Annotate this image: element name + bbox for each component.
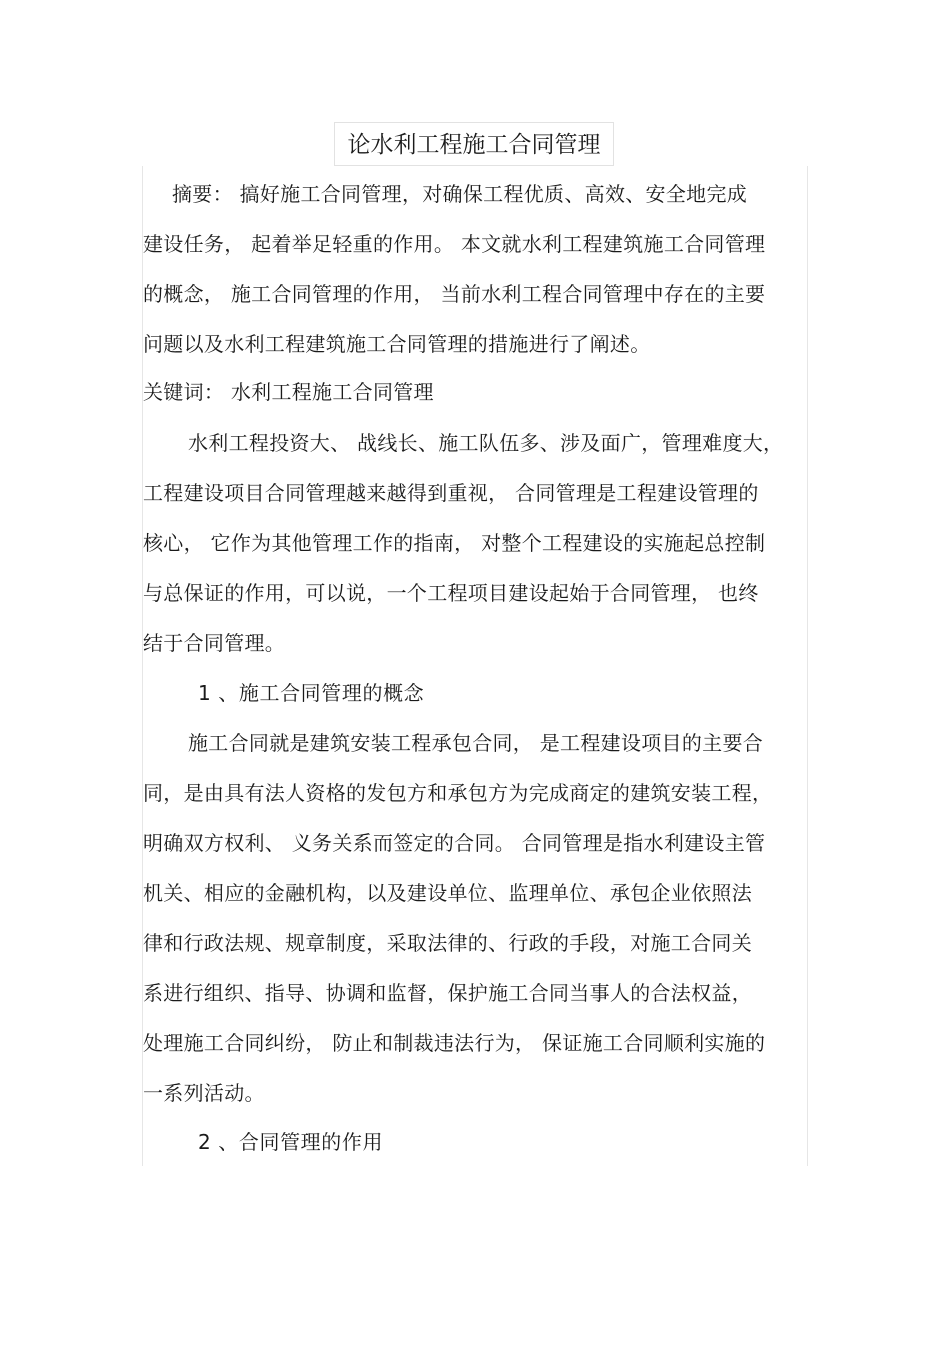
intro-line-3: 核心， 它作为其他管理工作的指南， 对整个工程建设的实施起总控制 (143, 531, 766, 555)
section1-line-4: 机关、相应的金融机构，以及建设单位、监理单位、承包企业依照法 (143, 881, 752, 905)
section1-line-5: 律和行政法规、规章制度，采取法律的、行政的手段，对施工合同关 (143, 931, 752, 955)
document-title: 论水利工程施工合同管理 (347, 132, 601, 158)
abstract-line-1: 摘要： 搞好施工合同管理，对确保工程优质、高效、安全地完成 (172, 182, 748, 206)
intro-line-1: 水利工程投资大、 战线长、施工队伍多、涉及面广，管理难度大， (188, 431, 784, 455)
intro-line-5: 结于合同管理。 (143, 631, 286, 655)
section-heading-2: 2 、合同管理的作用 (198, 1130, 384, 1154)
section1-line-8: 一系列活动。 (143, 1081, 265, 1105)
section1-line-1: 施工合同就是建筑安装工程承包合同， 是工程建设项目的主要合 (188, 731, 764, 755)
section1-line-6: 系进行组织、指导、协调和监督，保护施工合同当事人的合法权益， (143, 981, 752, 1005)
abstract-line-2: 建设任务， 起着举足轻重的作用。 本文就水利工程建筑施工合同管理 (143, 232, 766, 256)
keywords-line: 关键词： 水利工程施工合同管理 (143, 380, 434, 404)
intro-line-2: 工程建设项目合同管理越来越得到重视， 合同管理是工程建设管理的 (143, 481, 759, 505)
intro-line-4: 与总保证的作用，可以说，一个工程项目建设起始于合同管理， 也终 (143, 581, 759, 605)
abstract-line-4: 问题以及水利工程建筑施工合同管理的措施进行了阐述。 (143, 332, 651, 356)
section1-line-2: 同，是由具有法人资格的发包方和承包方为完成商定的建筑安装工程， (143, 781, 773, 805)
section-heading-1: 1 、施工合同管理的概念 (198, 681, 425, 705)
section1-line-3: 明确双方权利、 义务关系而签定的合同。 合同管理是指水利建设主管 (143, 831, 766, 855)
body-frame (142, 166, 808, 1166)
section1-line-7: 处理施工合同纠纷， 防止和制裁违法行为， 保证施工合同顺利实施的 (143, 1031, 766, 1055)
abstract-line-3: 的概念， 施工合同管理的作用， 当前水利工程合同管理中存在的主要 (143, 282, 766, 306)
